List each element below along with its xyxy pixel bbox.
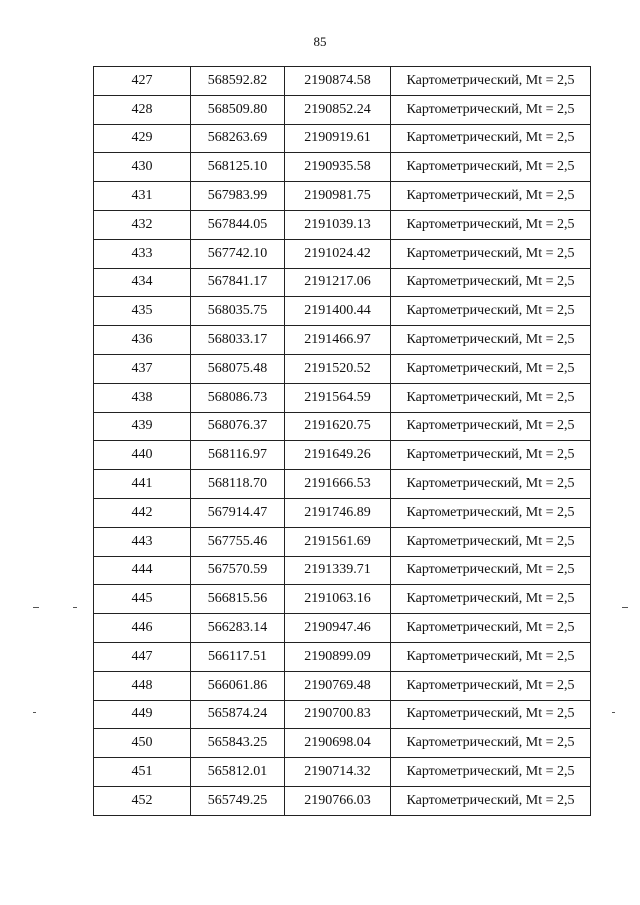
point-number-cell: 445	[94, 585, 191, 614]
coord-x-cell: 565749.25	[191, 786, 285, 815]
coord-x-cell: 568263.69	[191, 124, 285, 153]
coord-y-cell: 2191339.71	[285, 556, 391, 585]
table-row	[94, 498, 591, 527]
point-number-cell: 436	[94, 326, 191, 355]
table-row	[94, 182, 591, 211]
method-cell: Картометрический, Mt = 2,5	[391, 67, 591, 96]
coord-x-cell: 568035.75	[191, 297, 285, 326]
coord-y-cell: 2190698.04	[285, 729, 391, 758]
method-cell: Картометрический, Mt = 2,5	[391, 671, 591, 700]
coord-x-cell: 566061.86	[191, 671, 285, 700]
point-number-cell: 448	[94, 671, 191, 700]
coord-x-cell: 568075.48	[191, 354, 285, 383]
coord-y-cell: 2190852.24	[285, 95, 391, 124]
method-cell: Картометрический, Mt = 2,5	[391, 786, 591, 815]
point-number-cell: 438	[94, 383, 191, 412]
coord-y-cell: 2191063.16	[285, 585, 391, 614]
coord-x-cell: 565843.25	[191, 729, 285, 758]
point-number-cell: 428	[94, 95, 191, 124]
coord-y-cell: 2190899.09	[285, 642, 391, 671]
coord-y-cell: 2191217.06	[285, 268, 391, 297]
coord-x-cell: 568116.97	[191, 441, 285, 470]
coord-y-cell: 2191561.69	[285, 527, 391, 556]
table-row	[94, 268, 591, 297]
coord-y-cell: 2191620.75	[285, 412, 391, 441]
coord-y-cell: 2191564.59	[285, 383, 391, 412]
method-cell: Картометрический, Mt = 2,5	[391, 527, 591, 556]
table-row	[94, 297, 591, 326]
table-row	[94, 700, 591, 729]
point-number-cell: 447	[94, 642, 191, 671]
point-number-cell: 439	[94, 412, 191, 441]
point-number-cell: 427	[94, 67, 191, 96]
point-number-cell: 446	[94, 614, 191, 643]
coord-y-cell: 2190769.48	[285, 671, 391, 700]
coord-x-cell: 568086.73	[191, 383, 285, 412]
table-row	[94, 239, 591, 268]
coord-y-cell: 2191466.97	[285, 326, 391, 355]
coord-x-cell: 566283.14	[191, 614, 285, 643]
coord-y-cell: 2191039.13	[285, 210, 391, 239]
table-row	[94, 326, 591, 355]
table-row	[94, 153, 591, 182]
coord-y-cell: 2191746.89	[285, 498, 391, 527]
point-number-cell: 440	[94, 441, 191, 470]
coord-x-cell: 567841.17	[191, 268, 285, 297]
point-number-cell: 432	[94, 210, 191, 239]
method-cell: Картометрический, Mt = 2,5	[391, 642, 591, 671]
table-row	[94, 556, 591, 585]
table-row	[94, 67, 591, 96]
method-cell: Картометрический, Mt = 2,5	[391, 758, 591, 787]
page-number: 85	[313, 34, 327, 49]
coord-y-cell: 2191024.42	[285, 239, 391, 268]
method-cell: Картометрический, Mt = 2,5	[391, 124, 591, 153]
coord-x-cell: 568125.10	[191, 153, 285, 182]
method-cell: Картометрический, Mt = 2,5	[391, 729, 591, 758]
method-cell: Картометрический, Mt = 2,5	[391, 412, 591, 441]
coordinates-table	[93, 66, 591, 816]
coord-x-cell: 567755.46	[191, 527, 285, 556]
coord-y-cell: 2190700.83	[285, 700, 391, 729]
method-cell: Картометрический, Mt = 2,5	[391, 239, 591, 268]
point-number-cell: 443	[94, 527, 191, 556]
scan-artifact	[33, 607, 39, 608]
method-cell: Картометрический, Mt = 2,5	[391, 585, 591, 614]
coord-y-cell: 2190766.03	[285, 786, 391, 815]
coord-x-cell: 568592.82	[191, 67, 285, 96]
coord-y-cell: 2190919.61	[285, 124, 391, 153]
coord-x-cell: 567844.05	[191, 210, 285, 239]
table-row	[94, 470, 591, 499]
method-cell: Картометрический, Mt = 2,5	[391, 556, 591, 585]
point-number-cell: 431	[94, 182, 191, 211]
coord-y-cell: 2191400.44	[285, 297, 391, 326]
coord-y-cell: 2190874.58	[285, 67, 391, 96]
method-cell: Картометрический, Mt = 2,5	[391, 153, 591, 182]
method-cell: Картометрический, Mt = 2,5	[391, 354, 591, 383]
method-cell: Картометрический, Mt = 2,5	[391, 441, 591, 470]
point-number-cell: 451	[94, 758, 191, 787]
coord-x-cell: 566815.56	[191, 585, 285, 614]
method-cell: Картометрический, Mt = 2,5	[391, 297, 591, 326]
table-row	[94, 441, 591, 470]
method-cell: Картометрический, Mt = 2,5	[391, 614, 591, 643]
table-row	[94, 124, 591, 153]
table-row	[94, 642, 591, 671]
coord-y-cell: 2191649.26	[285, 441, 391, 470]
table-row	[94, 786, 591, 815]
scan-artifact	[612, 712, 615, 713]
method-cell: Картометрический, Mt = 2,5	[391, 470, 591, 499]
scan-artifact	[33, 712, 36, 713]
coord-y-cell: 2191520.52	[285, 354, 391, 383]
method-cell: Картометрический, Mt = 2,5	[391, 498, 591, 527]
point-number-cell: 433	[94, 239, 191, 268]
method-cell: Картометрический, Mt = 2,5	[391, 210, 591, 239]
coord-x-cell: 567570.59	[191, 556, 285, 585]
table-row	[94, 527, 591, 556]
point-number-cell: 450	[94, 729, 191, 758]
method-cell: Картометрический, Mt = 2,5	[391, 326, 591, 355]
coord-y-cell: 2191666.53	[285, 470, 391, 499]
coord-x-cell: 566117.51	[191, 642, 285, 671]
table-row	[94, 758, 591, 787]
coord-x-cell: 567742.10	[191, 239, 285, 268]
coord-x-cell: 568118.70	[191, 470, 285, 499]
table-row	[94, 671, 591, 700]
table-row	[94, 383, 591, 412]
scan-artifact	[73, 607, 77, 608]
coord-x-cell: 568509.80	[191, 95, 285, 124]
point-number-cell: 435	[94, 297, 191, 326]
point-number-cell: 430	[94, 153, 191, 182]
coord-x-cell: 568076.37	[191, 412, 285, 441]
coord-y-cell: 2190947.46	[285, 614, 391, 643]
scan-artifact	[622, 607, 628, 608]
method-cell: Картометрический, Mt = 2,5	[391, 700, 591, 729]
table-row	[94, 95, 591, 124]
coord-x-cell: 565812.01	[191, 758, 285, 787]
point-number-cell: 452	[94, 786, 191, 815]
table-row	[94, 614, 591, 643]
point-number-cell: 441	[94, 470, 191, 499]
coord-x-cell: 568033.17	[191, 326, 285, 355]
point-number-cell: 434	[94, 268, 191, 297]
method-cell: Картометрический, Mt = 2,5	[391, 383, 591, 412]
point-number-cell: 442	[94, 498, 191, 527]
point-number-cell: 429	[94, 124, 191, 153]
point-number-cell: 449	[94, 700, 191, 729]
table-row	[94, 354, 591, 383]
coordinates-table-body	[94, 67, 591, 816]
method-cell: Картометрический, Mt = 2,5	[391, 95, 591, 124]
coord-y-cell: 2190935.58	[285, 153, 391, 182]
point-number-cell: 437	[94, 354, 191, 383]
method-cell: Картометрический, Mt = 2,5	[391, 182, 591, 211]
coord-x-cell: 567914.47	[191, 498, 285, 527]
table-row	[94, 210, 591, 239]
coord-y-cell: 2190981.75	[285, 182, 391, 211]
table-row	[94, 729, 591, 758]
coord-x-cell: 567983.99	[191, 182, 285, 211]
coord-y-cell: 2190714.32	[285, 758, 391, 787]
table-row	[94, 585, 591, 614]
coord-x-cell: 565874.24	[191, 700, 285, 729]
table-row	[94, 412, 591, 441]
point-number-cell: 444	[94, 556, 191, 585]
method-cell: Картометрический, Mt = 2,5	[391, 268, 591, 297]
